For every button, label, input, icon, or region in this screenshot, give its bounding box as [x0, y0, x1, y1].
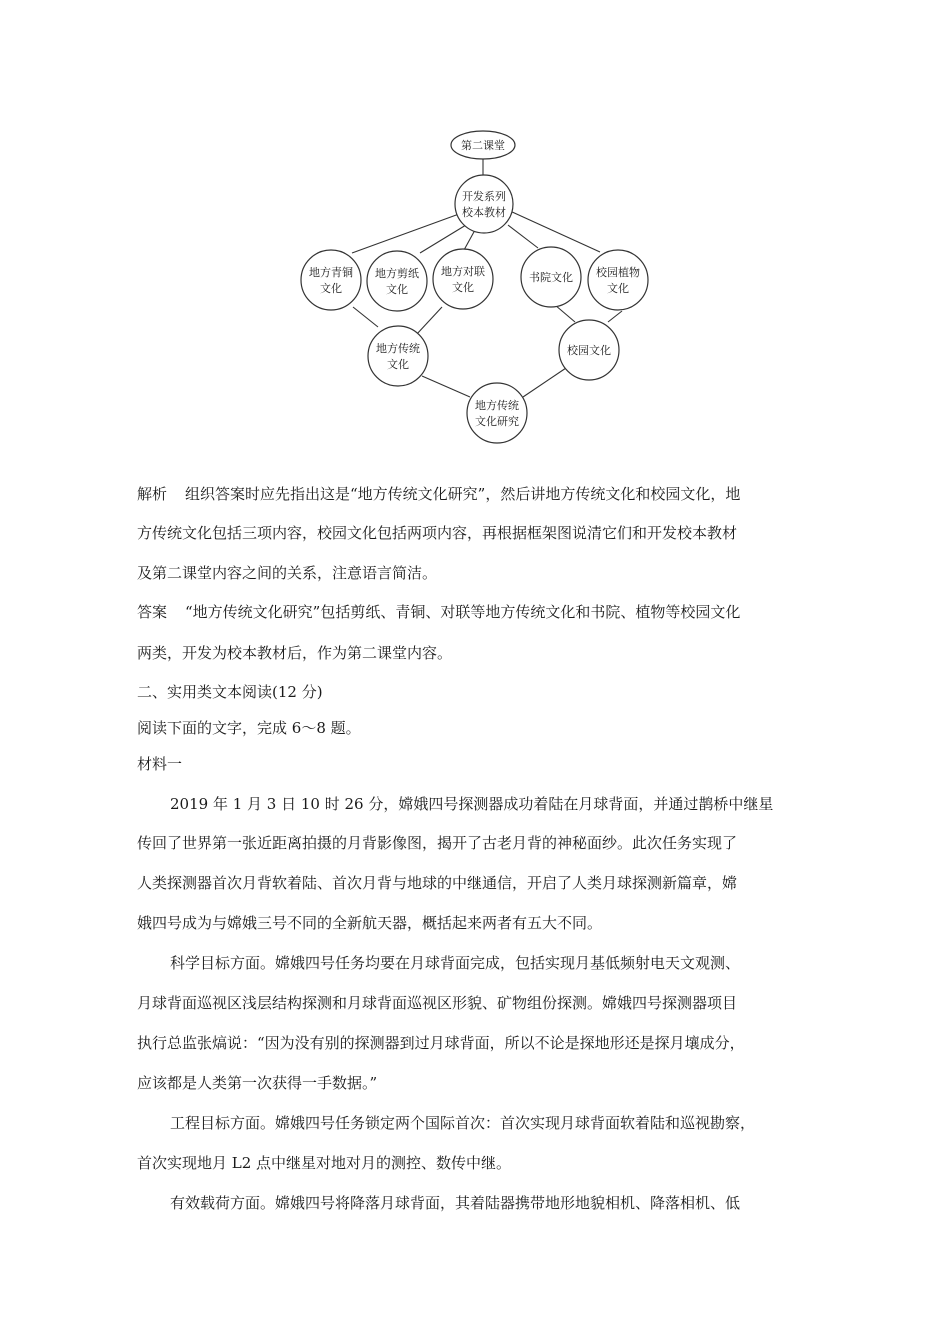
- node-academy-culture: [521, 247, 581, 307]
- answer-label: 答案: [137, 603, 168, 621]
- framework-diagram: [0, 0, 950, 460]
- svg-text:地方传统: 地方传统: [376, 342, 420, 355]
- node-school-textbook: [455, 175, 513, 233]
- svg-text:开发系列: 开发系列: [462, 190, 506, 203]
- node-couplet-culture: [433, 249, 493, 309]
- analysis-line-3: 及第二课堂内容之间的关系，注意语言简洁。: [137, 564, 438, 582]
- svg-text:校本教材: 校本教材: [462, 206, 506, 219]
- svg-text:文化: 文化: [386, 283, 408, 296]
- svg-text:文化: 文化: [607, 282, 629, 295]
- node-plant-culture: [588, 250, 648, 310]
- edge-academy-campus: [555, 305, 575, 322]
- edge-textbook-bronze: [352, 214, 459, 253]
- p2-line-3: 执行总监张熇说：“因为没有别的探测器到过月球背面，所以不论是探地形还是探月壤成分，: [137, 1034, 745, 1052]
- p3-line-2: 首次实现地月 L2 点中继星对地对月的测控、数传中继。: [137, 1154, 512, 1172]
- svg-text:地方青铜: 地方青铜: [309, 266, 353, 279]
- edge-couplet-local: [416, 307, 442, 335]
- analysis-line-1: [137, 484, 740, 504]
- node-papercut-culture: [367, 251, 427, 311]
- p2-line-2: 月球背面巡视区浅层结构探测和月球背面巡视区形貌、矿物组份探测。嫦娥四号探测器项目: [137, 994, 738, 1012]
- svg-text:地方对联: 地方对联: [441, 265, 485, 278]
- node-campus-culture: [559, 320, 619, 380]
- svg-text:文化: 文化: [452, 281, 474, 294]
- node-bronze-culture: [301, 250, 361, 310]
- node-second-classroom: [451, 131, 515, 159]
- node-local-tradition-research: [467, 383, 527, 443]
- edge-campus-root: [523, 368, 566, 397]
- answer-text-1: “地方传统文化研究”包括剪纸、青铜、对联等地方传统文化和书院、植物等校园文化: [185, 603, 741, 621]
- edge-bronze-local: [353, 307, 378, 327]
- analysis-label: 解析: [137, 485, 168, 503]
- svg-text:书院文化: 书院文化: [529, 271, 573, 284]
- answer-line-2: 两类，开发为校本教材后，作为第二课堂内容。: [137, 644, 453, 662]
- p1-line-2: 传回了世界第一张近距离拍摄的月背影像图，揭开了古老月背的神秘面纱。此次任务实现了: [137, 834, 738, 852]
- answer-line-1: [137, 602, 740, 622]
- p4-line-1: 有效载荷方面。嫦娥四号将降落月球背面，其着陆器携带地形地貌相机、降落相机、低: [170, 1194, 741, 1212]
- material-label: 材料一: [137, 755, 183, 773]
- p1-line-4: 娥四号成为与嫦娥三号不同的全新航天器，概括起来两者有五大不同。: [137, 914, 603, 932]
- analysis-line-2: 方传统文化包括三项内容，校园文化包括两项内容，再根据框架图说清它们和开发校本教材: [137, 524, 738, 542]
- svg-text:校园植物: 校园植物: [596, 266, 640, 279]
- svg-text:校园文化: 校园文化: [567, 344, 611, 357]
- svg-text:文化研究: 文化研究: [475, 415, 519, 428]
- p2-line-1: 科学目标方面。嫦娥四号任务均要在月球背面完成，包括实现月基低频射电天文观测、: [170, 954, 741, 972]
- section-instruction: 阅读下面的文字，完成 6～8 题。: [137, 719, 361, 737]
- edge-textbook-plant: [510, 211, 600, 252]
- svg-text:第二课堂: 第二课堂: [461, 139, 505, 152]
- svg-text:地方传统: 地方传统: [475, 399, 519, 412]
- section-heading: 二、实用类文本阅读(12 分): [137, 683, 323, 701]
- svg-text:文化: 文化: [320, 282, 342, 295]
- p2-line-4: 应该都是人类第一次获得一手数据。”: [137, 1074, 378, 1092]
- p1-line-1: 2019 年 1 月 3 日 10 时 26 分，嫦娥四号探测器成功着陆在月球背面，并通过鹊桥中继星: [170, 795, 774, 813]
- svg-text:地方剪纸: 地方剪纸: [375, 267, 419, 280]
- p3-line-1: 工程目标方面。嫦娥四号任务锁定两个国际首次：首次实现月球背面软着陆和巡视勘察，: [170, 1114, 756, 1132]
- node-local-tradition: [368, 326, 428, 386]
- edge-local-root: [422, 376, 470, 397]
- edge-textbook-couplet: [464, 230, 475, 250]
- edge-textbook-academy: [508, 225, 538, 248]
- p1-line-3: 人类探测器首次月背软着陆、首次月背与地球的中继通信，开启了人类月球探测新篇章，嫦: [137, 874, 738, 892]
- edge-plant-campus: [608, 311, 622, 322]
- analysis-text-1: 组织答案时应先指出这是“地方传统文化研究”，然后讲地方传统文化和校园文化，地: [185, 485, 741, 503]
- svg-text:文化: 文化: [387, 358, 409, 371]
